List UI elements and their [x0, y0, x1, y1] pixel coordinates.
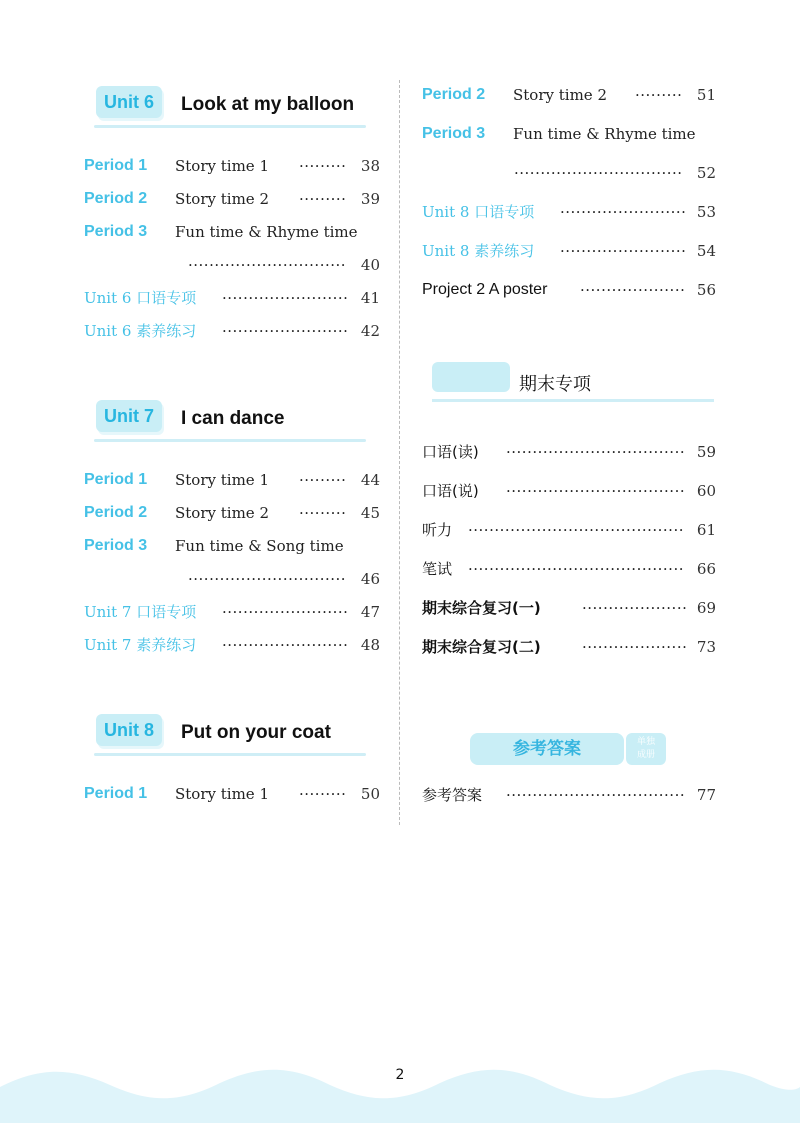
unit-title: Put on your coat — [181, 722, 331, 743]
extra-title: Unit 6 口语专项 — [84, 289, 197, 307]
period-label: Period 3 — [84, 537, 148, 554]
unit-title: I can dance — [181, 408, 285, 429]
unit-badge: Unit 8 — [96, 714, 162, 746]
extra-title: Unit 7 素养练习 — [84, 636, 197, 654]
toc-entry-line2[interactable] — [422, 161, 716, 185]
toc-entry[interactable] — [422, 83, 716, 107]
extra-title: Unit 8 素养练习 — [422, 242, 535, 260]
toc-extra[interactable] — [84, 600, 380, 624]
toc-entry[interactable] — [84, 782, 380, 806]
header-underline — [94, 753, 366, 756]
page-number: 39 — [360, 190, 380, 208]
period-label: Period 1 — [84, 157, 148, 174]
toc-extra[interactable] — [84, 319, 380, 343]
unit-6-header — [94, 86, 366, 128]
page-number: 73 — [696, 638, 716, 656]
period-label: Period 2 — [84, 190, 148, 207]
entry-title: Story time 1 — [175, 471, 269, 489]
page-number: 46 — [360, 570, 380, 588]
entry-title: Fun time & Rhyme time — [513, 125, 696, 143]
period-label: Period 3 — [84, 223, 148, 240]
project-title: Project 2 A poster — [422, 281, 548, 298]
final-section-header — [432, 362, 714, 402]
page-number: 56 — [696, 281, 716, 299]
page-number: 47 — [360, 603, 380, 621]
decorative-wave — [0, 1057, 800, 1123]
extra-title: Unit 7 口语专项 — [84, 603, 197, 621]
toc-entry[interactable] — [422, 596, 716, 620]
entry-title: 参考答案 — [422, 786, 483, 804]
page-number: 48 — [360, 636, 380, 654]
period-label: Period 2 — [84, 504, 148, 521]
page-number: 59 — [696, 443, 716, 461]
toc-extra[interactable] — [422, 200, 716, 224]
unit-badge: Unit 6 — [96, 86, 162, 118]
toc-entry[interactable] — [84, 187, 380, 211]
dot-leader: ························ — [560, 242, 687, 260]
entry-title: Fun time & Rhyme time — [175, 223, 358, 241]
answers-badge-label: 参考答案 — [513, 739, 581, 759]
unit-title: Look at my balloon — [181, 94, 355, 115]
section-tab — [432, 362, 510, 392]
toc-entry-line1[interactable] — [84, 534, 380, 558]
extra-title: Unit 6 素养练习 — [84, 322, 197, 340]
dot-leader: ·································· — [506, 482, 686, 500]
dot-leader: ········· — [299, 190, 347, 208]
page-number: 60 — [696, 482, 716, 500]
page-number: 61 — [696, 521, 716, 539]
entry-title: 期末综合复习(二) — [422, 638, 541, 656]
dot-leader: ······························ — [188, 256, 347, 274]
dot-leader: ························ — [222, 289, 349, 307]
toc-entry[interactable] — [422, 518, 716, 542]
entry-title: Story time 2 — [175, 190, 269, 208]
toc-entry[interactable] — [422, 783, 716, 807]
header-underline — [94, 125, 366, 128]
toc-entry[interactable] — [84, 154, 380, 178]
dot-leader: ········· — [299, 471, 347, 489]
toc-entry[interactable] — [422, 635, 716, 659]
answers-badge — [470, 733, 624, 765]
entry-title: 口语(说) — [422, 482, 479, 500]
page-number: 52 — [696, 164, 716, 182]
column-divider — [399, 80, 400, 825]
dot-leader: ········································· — [468, 521, 684, 539]
toc-entry[interactable] — [422, 557, 716, 581]
page-number: 45 — [360, 504, 380, 522]
extra-title: Unit 8 口语专项 — [422, 203, 535, 221]
toc-entry[interactable] — [422, 479, 716, 503]
page-number: 40 — [360, 256, 380, 274]
dot-leader: ···················· — [580, 281, 686, 299]
page-number: 69 — [696, 599, 716, 617]
section-title: 期末专项 — [519, 374, 591, 395]
entry-title: Story time 1 — [175, 785, 269, 803]
toc-extra[interactable] — [84, 633, 380, 657]
dot-leader: ························ — [222, 636, 349, 654]
entry-title: Fun time & Song time — [175, 537, 344, 555]
entry-title: 期末综合复习(一) — [422, 599, 541, 617]
page-number: 51 — [696, 86, 716, 104]
page-number: 50 — [360, 785, 380, 803]
dot-leader: ········· — [299, 504, 347, 522]
page-number: 38 — [360, 157, 380, 175]
dot-leader: ···················· — [582, 638, 687, 656]
separate-booklet-tag — [626, 733, 666, 765]
page-number: 77 — [696, 786, 716, 804]
page-number: 44 — [360, 471, 380, 489]
toc-project[interactable] — [422, 278, 716, 302]
toc-entry-line2[interactable] — [84, 567, 380, 591]
unit-badge: Unit 7 — [96, 400, 162, 432]
page-number: 42 — [360, 322, 380, 340]
toc-entry[interactable] — [422, 440, 716, 464]
toc-extra[interactable] — [84, 286, 380, 310]
dot-leader: ································ — [514, 164, 683, 182]
dot-leader: ·································· — [506, 443, 686, 461]
tag-line: 成册 — [636, 750, 655, 760]
dot-leader: ········· — [635, 86, 683, 104]
period-label: Period 1 — [84, 471, 148, 488]
entry-title: 听力 — [422, 521, 453, 539]
page-number: 53 — [696, 203, 716, 221]
unit-7-header — [94, 400, 366, 442]
page-number: 66 — [696, 560, 716, 578]
toc-entry[interactable] — [84, 501, 380, 525]
toc-entry-line2[interactable] — [84, 253, 380, 277]
tag-line: 单独 — [636, 737, 655, 747]
toc-entry-line1[interactable] — [422, 122, 716, 146]
entry-title: Story time 1 — [175, 157, 269, 175]
toc-extra[interactable] — [422, 239, 716, 263]
dot-leader: ······························ — [188, 570, 347, 588]
toc-entry[interactable] — [84, 468, 380, 492]
entry-title: 口语(读) — [422, 443, 479, 461]
page-footer-number: 2 — [395, 1067, 405, 1083]
unit-8-header — [94, 714, 366, 756]
period-label: Period 1 — [84, 785, 148, 802]
header-underline — [432, 399, 714, 402]
dot-leader: ········································· — [468, 560, 684, 578]
dot-leader: ························ — [222, 322, 349, 340]
page-number: 54 — [696, 242, 716, 260]
header-underline — [94, 439, 366, 442]
dot-leader: ···················· — [582, 599, 687, 617]
entry-title: Story time 2 — [513, 86, 607, 104]
dot-leader: ········· — [299, 785, 347, 803]
page-number: 41 — [360, 289, 380, 307]
dot-leader: ························ — [222, 603, 349, 621]
dot-leader: ········· — [299, 157, 347, 175]
dot-leader: ·································· — [506, 786, 686, 804]
toc-entry-line1[interactable] — [84, 220, 380, 244]
entry-title: 笔试 — [422, 560, 453, 578]
entry-title: Story time 2 — [175, 504, 269, 522]
period-label: Period 2 — [422, 86, 486, 103]
dot-leader: ························ — [560, 203, 687, 221]
period-label: Period 3 — [422, 125, 486, 142]
